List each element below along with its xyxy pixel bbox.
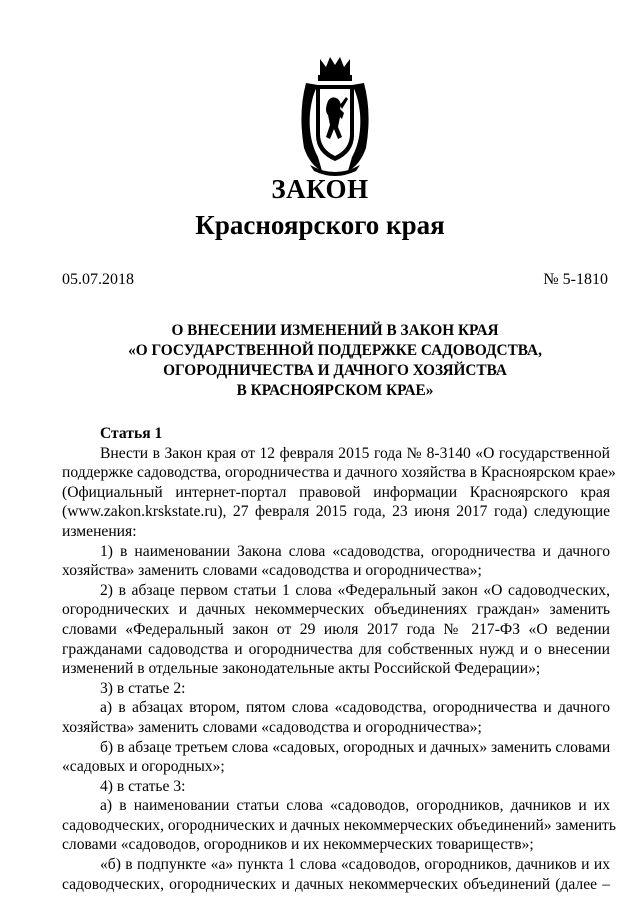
text-line: словами «Федеральный закон от 29 июля 2017 года № 217-ФЗ «О ведении [62,620,610,638]
text-line: изменений в отдельные законодательные акты Российской Федерации»; [62,660,541,678]
law-date: 05.07.2018 [62,271,134,288]
text-line: хозяйства» заменить словами «садоводства и огородничества»; [62,718,482,736]
text-line: 4) в статье 3: [100,777,186,795]
text-line: гражданами садоводства и огородничества для собственных нужд и о внесении [62,640,610,658]
text-line: хозяйства» заменить словами «садоводства и огородничества»; [62,562,482,580]
heading-line: «О ГОСУДАРСТВЕННОЙ ПОДДЕРЖКЕ САДОВОДСТВА, [128,342,542,359]
text-line: Внести в Закон края от 12 февраля 2015 года № 8-3140 «О государственной [100,444,610,462]
text-line: (Официальный интернет-портал правовой информации Красноярского края [62,483,610,501]
text-line: б) в абзаце третьем слова «садовых, огородных и дачных» заменить словами [100,738,611,756]
heading-line: ОГОРОДНИЧЕСТВА И ДАЧНОГО ХОЗЯЙСТВА [163,362,507,379]
law-title: ЗАКОН [271,174,369,204]
text-line: поддержке садоводства, огородничества и дачного хозяйства в Красноярском крае» [62,464,616,482]
law-number: № 5-1810 [543,271,608,288]
coat-of-arms-emblem [296,53,374,177]
text-line: огороднических и дачных некоммерческих объединениях граждан» заменить [62,601,610,619]
heading-line: О ВНЕСЕНИИ ИЗМЕНЕНИЙ В ЗАКОН КРАЯ [171,322,499,339]
text-line: садоводческих, огороднических и дачных некоммерческих объединений (далее – [62,875,610,893]
text-line: (www.zakon.krskstate.ru), 27 февраля 2015 года, 23 июня 2017 года) следующие [62,503,610,521]
region-title: Красноярского края [195,210,445,240]
heading-line: В КРАСНОЯРСКОМ КРАЕ» [236,382,434,399]
text-line: а) в наименовании статьи слова «садоводов, огородников, дачников и их [100,797,610,815]
text-line: а) в абзацах втором, пятом слова «садоводства, огородничества и дачного [100,699,610,717]
text-line: изменения: [62,522,137,540]
text-line: словами «садоводов, огородников и их некоммерческих товариществ»; [62,836,534,854]
text-line: «б) в подпункте «а» пункта 1 слова «садоводов, огородников, дачников и их [100,856,610,874]
text-line: 2) в абзаце первом статьи 1 слова «Федеральный закон «О садоводческих, [100,581,610,599]
text-line: садоводческих, огороднических и дачных некоммерческих объединений» заменить [62,816,616,834]
article-body [62,424,616,894]
article-title: Статья 1 [100,425,163,442]
text-line: 1) в наименовании Закона слова «садоводства, огородничества и дачного [100,542,610,560]
text-line: 3) в статье 2: [100,679,186,697]
text-line: «садовых и огородных»; [62,758,225,776]
law-heading [60,321,610,401]
